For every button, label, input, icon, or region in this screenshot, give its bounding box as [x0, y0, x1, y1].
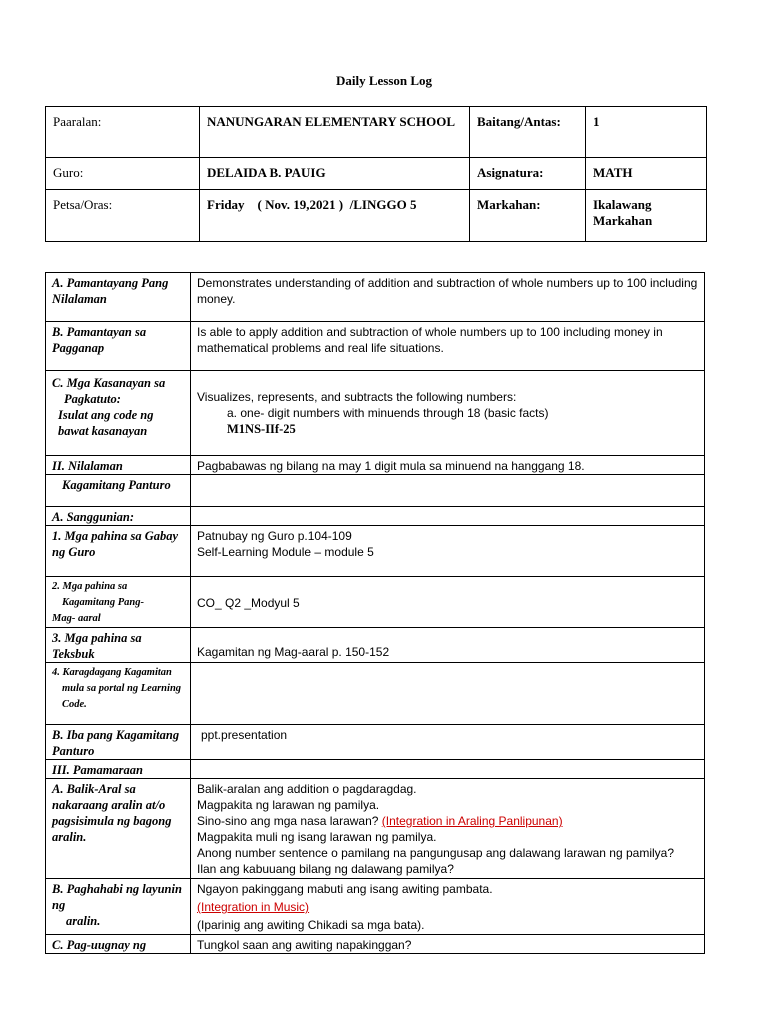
pang-mag-aaral-label-3: Mag- aaral	[52, 613, 101, 624]
markahan-value: Ikalawang Markahan	[586, 190, 707, 242]
paghahabi-label	[46, 879, 191, 935]
kagamitan-value	[191, 475, 705, 507]
nilalaman-value: Pagbabawas ng bilang na may 1 digit mula sa minuend na hanggang 18.	[191, 456, 705, 475]
paghahabi-label-1: B. Paghahabi ng layunin ng	[52, 882, 182, 912]
iba-pang-value: ppt.presentation	[191, 725, 705, 760]
pang-mag-aaral-label	[46, 577, 191, 628]
karagdagang-label-1: 4. Karagdagang Kagamitan	[52, 667, 172, 678]
pang-mag-aaral-value: CO_ Q2 _Modyul 5	[191, 577, 705, 628]
integration-ap: (Integration in Araling Panlipunan)	[381, 814, 563, 828]
teksbuk-value: Kagamitan ng Mag-aaral p. 150-152	[191, 628, 705, 663]
kasanayan-value-2: a. one- digit numbers with minuends through 18 (basic facts)	[227, 406, 549, 420]
pang-mag-aaral-label-2: Kagamitang Pang-	[62, 597, 144, 608]
balik-aral-4: Magpakita muli ng isang larawan ng pamilya.	[197, 830, 437, 844]
gabay-value-2: Self-Learning Module – module 5	[197, 545, 374, 559]
karagdagang-label	[46, 663, 191, 725]
lesson-table	[45, 272, 705, 954]
asignatura-value: MATH	[586, 158, 707, 190]
paghahabi-1: Ngayon pakinggang mabuti ang isang awiting pambata.	[197, 882, 493, 896]
balik-aral-2: Magpakita ng larawan ng pamilya.	[197, 798, 380, 812]
guro-value: DELAIDA B. PAUIG	[200, 158, 470, 190]
paghahabi-label-2: aralin.	[66, 914, 101, 928]
integration-music: (Integration in Music)	[197, 900, 310, 914]
balik-aral-3-text: Sino-sino ang mga nasa larawan?	[197, 814, 382, 828]
balik-aral-1: Balik-aralan ang addition o pagdaragdag.	[197, 782, 417, 796]
guro-label: Guro:	[46, 158, 200, 190]
pag-uugnay-label: C. Pag-uugnay ng	[46, 935, 191, 954]
paaralan-value: NANUNGARAN ELEMENTARY SCHOOL	[200, 107, 470, 158]
baitang-value: 1	[586, 107, 707, 158]
kasanayan-label-1: C. Mga Kasanayan sa	[52, 376, 166, 390]
pamamaraan-label: III. Pamamaraan	[46, 760, 191, 779]
kagamitan-label: Kagamitang Panturo	[46, 475, 191, 507]
page-title: Daily Lesson Log	[335, 73, 433, 88]
header-table	[45, 106, 707, 242]
markahan-label: Markahan:	[470, 190, 586, 242]
petsa-value: Friday ( Nov. 19,2021 ) /LINGGO 5	[200, 190, 470, 242]
kasanayan-label-2: Pagkatuto:	[64, 392, 121, 406]
baitang-label: Baitang/Antas:	[470, 107, 586, 158]
pang-mag-aaral-label-1: 2. Mga pahina sa	[52, 581, 128, 592]
asignatura-label: Asignatura:	[470, 158, 586, 190]
gabay-value-1: Patnubay ng Guro p.104-109	[197, 529, 352, 543]
gabay-label: 1. Mga pahina sa Gabay ng Guro	[46, 526, 191, 577]
pamamaraan-value	[191, 760, 705, 779]
pagganap-value: Is able to apply addition and subtraction of whole numbers up to 100 including money in mathematical problems and real life situations.	[191, 322, 705, 371]
petsa-label: Petsa/Oras:	[46, 190, 200, 242]
balik-aral-6: Ilan ang kabuuang bilang ng dalawang pamilya?	[197, 862, 454, 876]
paghahabi-3: (Iparinig ang awiting Chikadi sa mga bata).	[197, 918, 425, 932]
teksbuk-label: 3. Mga pahina sa Teksbuk	[46, 628, 191, 663]
pag-uugnay-value: Tungkol saan ang awiting napakinggan?	[191, 935, 705, 954]
balik-aral-value	[191, 779, 705, 879]
nilalaman-label: II. Nilalaman	[46, 456, 191, 475]
kasanayan-value	[191, 371, 705, 456]
karagdagang-label-2: mula sa portal ng Learning Code.	[62, 683, 182, 710]
sanggunian-value	[191, 507, 705, 526]
paghahabi-value	[191, 879, 705, 935]
kasanayan-value-1: Visualizes, represents, and subtracts the following numbers:	[197, 390, 517, 404]
balik-aral-label: A. Balik-Aral sa nakaraang aralin at/o pagsisimula ng bagong aralin.	[46, 779, 191, 879]
pamantayang-value: Demonstrates understanding of addition and subtraction of whole numbers up to 100 including money.	[191, 273, 705, 322]
kasanayan-label	[46, 371, 191, 456]
paaralan-label: Paaralan:	[46, 107, 200, 158]
kasanayan-code: M1NS-IIf-25	[227, 422, 296, 436]
pagganap-label: B. Pamantayan sa Pagganap	[46, 322, 191, 371]
karagdagang-value	[191, 663, 705, 725]
sanggunian-label: A. Sanggunian:	[46, 507, 191, 526]
pamantayang-label: A. Pamantayang Pang Nilalaman	[46, 273, 191, 322]
iba-pang-label: B. Iba pang Kagamitang Panturo	[46, 725, 191, 760]
gabay-value	[191, 526, 705, 577]
balik-aral-3	[197, 813, 698, 829]
balik-aral-5: Anong number sentence o pamilang na pangungusap ang dalawang larawan ng pamilya?	[197, 846, 675, 860]
kasanayan-label-3: Isulat ang code ng bawat kasanayan	[58, 408, 154, 438]
